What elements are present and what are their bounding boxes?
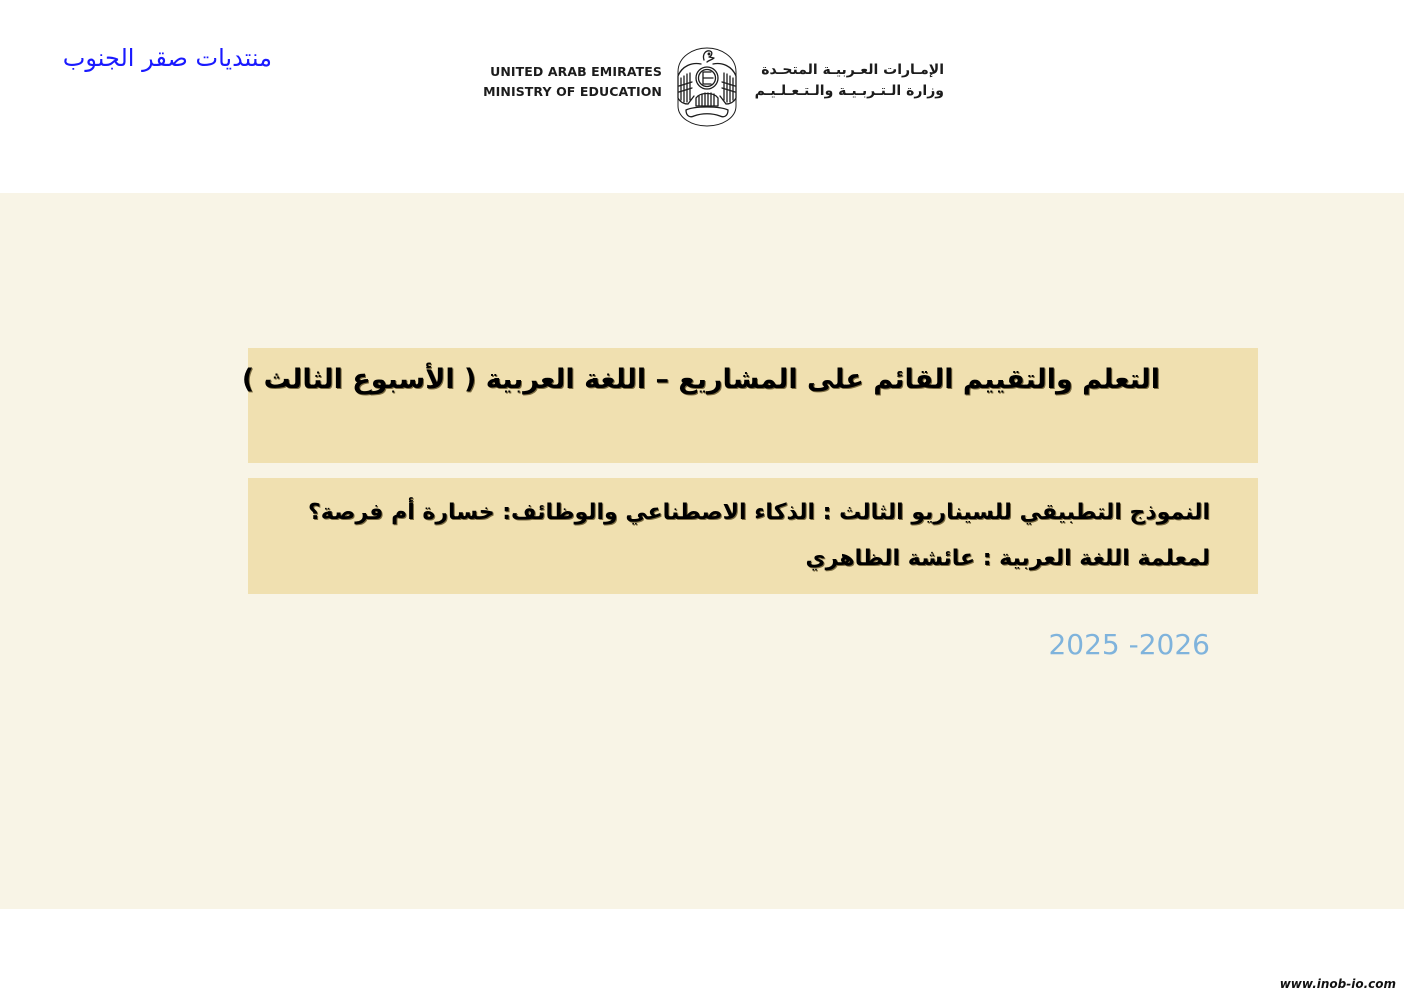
website-watermark: www.inob-io.com <box>1279 977 1396 991</box>
uae-falcon-emblem-icon <box>674 46 740 128</box>
forum-name: منتديات صقر الجنوب <box>62 44 272 72</box>
ministry-en-line2: MINISTRY OF EDUCATION <box>483 84 662 99</box>
ministry-ar-line2: وزارة الـتـربـيـة والـتـعـلـيـم <box>754 83 944 99</box>
ministry-en-line1: UNITED ARAB EMIRATES <box>490 64 662 79</box>
ministry-ar-line1: الإمـارات العـربيـة المتحـدة <box>761 62 944 78</box>
title-box <box>241 348 1258 463</box>
ministry-name-arabic <box>754 60 944 102</box>
ministry-logo-header <box>478 44 948 130</box>
document-title: التعلم والتقييم القائم على المشاريع – اللغة العربية ( الأسبوع الثالث ) <box>241 364 1160 395</box>
content-band <box>0 193 1404 909</box>
subtitle-box <box>248 478 1258 594</box>
scenario-subtitle: النموذج التطبيقي للسيناريو الثالث : الذكاء الاصطناعي والوظائف: خسارة أم فرصة؟ <box>307 500 1210 525</box>
teacher-name: لمعلمة اللغة العربية : عائشة الظاهري <box>805 546 1210 571</box>
academic-year: 2025 -2026 <box>1048 628 1210 661</box>
ministry-name-english <box>478 62 662 102</box>
